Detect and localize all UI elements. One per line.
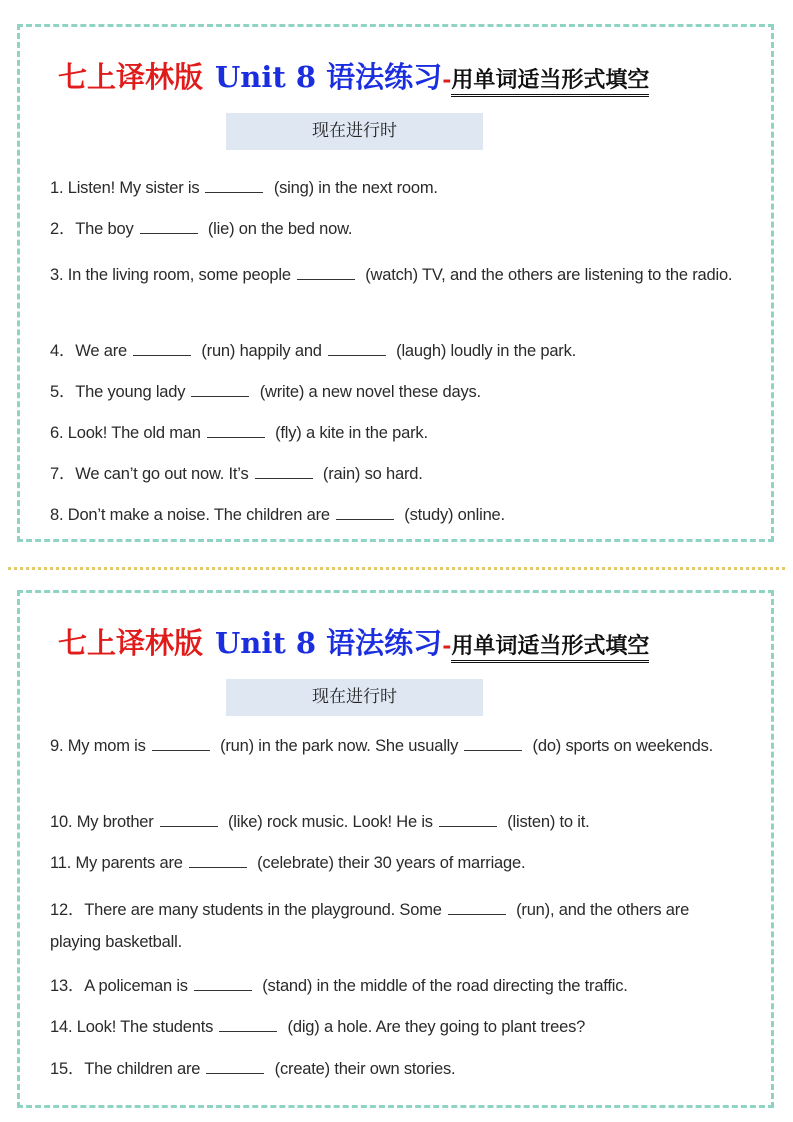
answer-blank[interactable] <box>191 382 249 397</box>
answer-blank[interactable] <box>140 219 198 234</box>
question-9: 9. My mom is (run) in the park now. She usually (do) sports on weekends. <box>50 737 714 755</box>
title-dash: - <box>442 633 452 659</box>
answer-blank[interactable] <box>205 178 263 193</box>
answer-blank[interactable] <box>464 736 522 751</box>
answer-blank[interactable] <box>160 812 218 827</box>
question-10: 10. My brother (like) rock music. Look! He is (listen) to it. <box>50 813 590 831</box>
section-divider <box>8 567 785 570</box>
question-1: 1. Listen! My sister is (sing) in the next room. <box>50 179 438 197</box>
question-6: 6. Look! The old man (fly) a kite in the park. <box>50 424 428 442</box>
question-2: 2．The boy (lie) on the bed now. <box>50 220 353 238</box>
question-8: 8. Don’t make a noise. The children are (study) online. <box>50 506 505 524</box>
question-4: 4．We are (run) happily and (laugh) loudly in the park. <box>50 342 577 360</box>
answer-blank[interactable] <box>152 736 210 751</box>
question-12: 12．There are many students in the playground. Some (run), and the others are playing basketball. <box>50 901 690 951</box>
title-dash: - <box>442 67 452 93</box>
title-task: 用单词适当形式填空 <box>451 67 649 97</box>
answer-blank[interactable] <box>328 341 386 356</box>
worksheet-card-top <box>17 24 774 542</box>
answer-blank[interactable] <box>255 464 313 479</box>
question-15: 15．The children are (create) their own stories. <box>50 1060 456 1078</box>
answer-blank[interactable] <box>297 265 355 280</box>
answer-blank[interactable] <box>219 1017 277 1032</box>
question-13: 13．A policeman is (stand) in the middle of the road directing the traffic. <box>50 977 628 995</box>
grammar-topic-tag: 现在进行时 <box>226 679 483 716</box>
answer-blank[interactable] <box>189 853 247 868</box>
title-edition: 七上译林版 <box>58 626 204 660</box>
answer-blank[interactable] <box>336 505 394 520</box>
answer-blank[interactable] <box>448 900 506 915</box>
question-5: 5．The young lady (write) a new novel these days. <box>50 383 481 401</box>
title-unit: Unit 8 语法练习 <box>215 626 443 660</box>
answer-blank[interactable] <box>206 1059 264 1074</box>
worksheet-title <box>58 621 649 662</box>
question-7: 7．We can’t go out now. It’s (rain) so hard. <box>50 465 423 483</box>
grammar-topic-tag: 现在进行时 <box>226 113 483 150</box>
answer-blank[interactable] <box>133 341 191 356</box>
title-edition: 七上译林版 <box>58 60 204 94</box>
worksheet-title <box>58 55 649 96</box>
question-14: 14. Look! The students (dig) a hole. Are they going to plant trees? <box>50 1018 586 1036</box>
answer-blank[interactable] <box>194 976 252 991</box>
title-task: 用单词适当形式填空 <box>451 633 649 663</box>
answer-blank[interactable] <box>207 423 265 438</box>
answer-blank[interactable] <box>439 812 497 827</box>
title-unit: Unit 8 语法练习 <box>215 60 443 94</box>
worksheet-card-bottom <box>17 590 774 1108</box>
question-3: 3. In the living room, some people (watch) TV, and the others are listening to the radio. <box>50 266 733 284</box>
question-11: 11. My parents are (celebrate) their 30 years of marriage. <box>50 854 526 872</box>
